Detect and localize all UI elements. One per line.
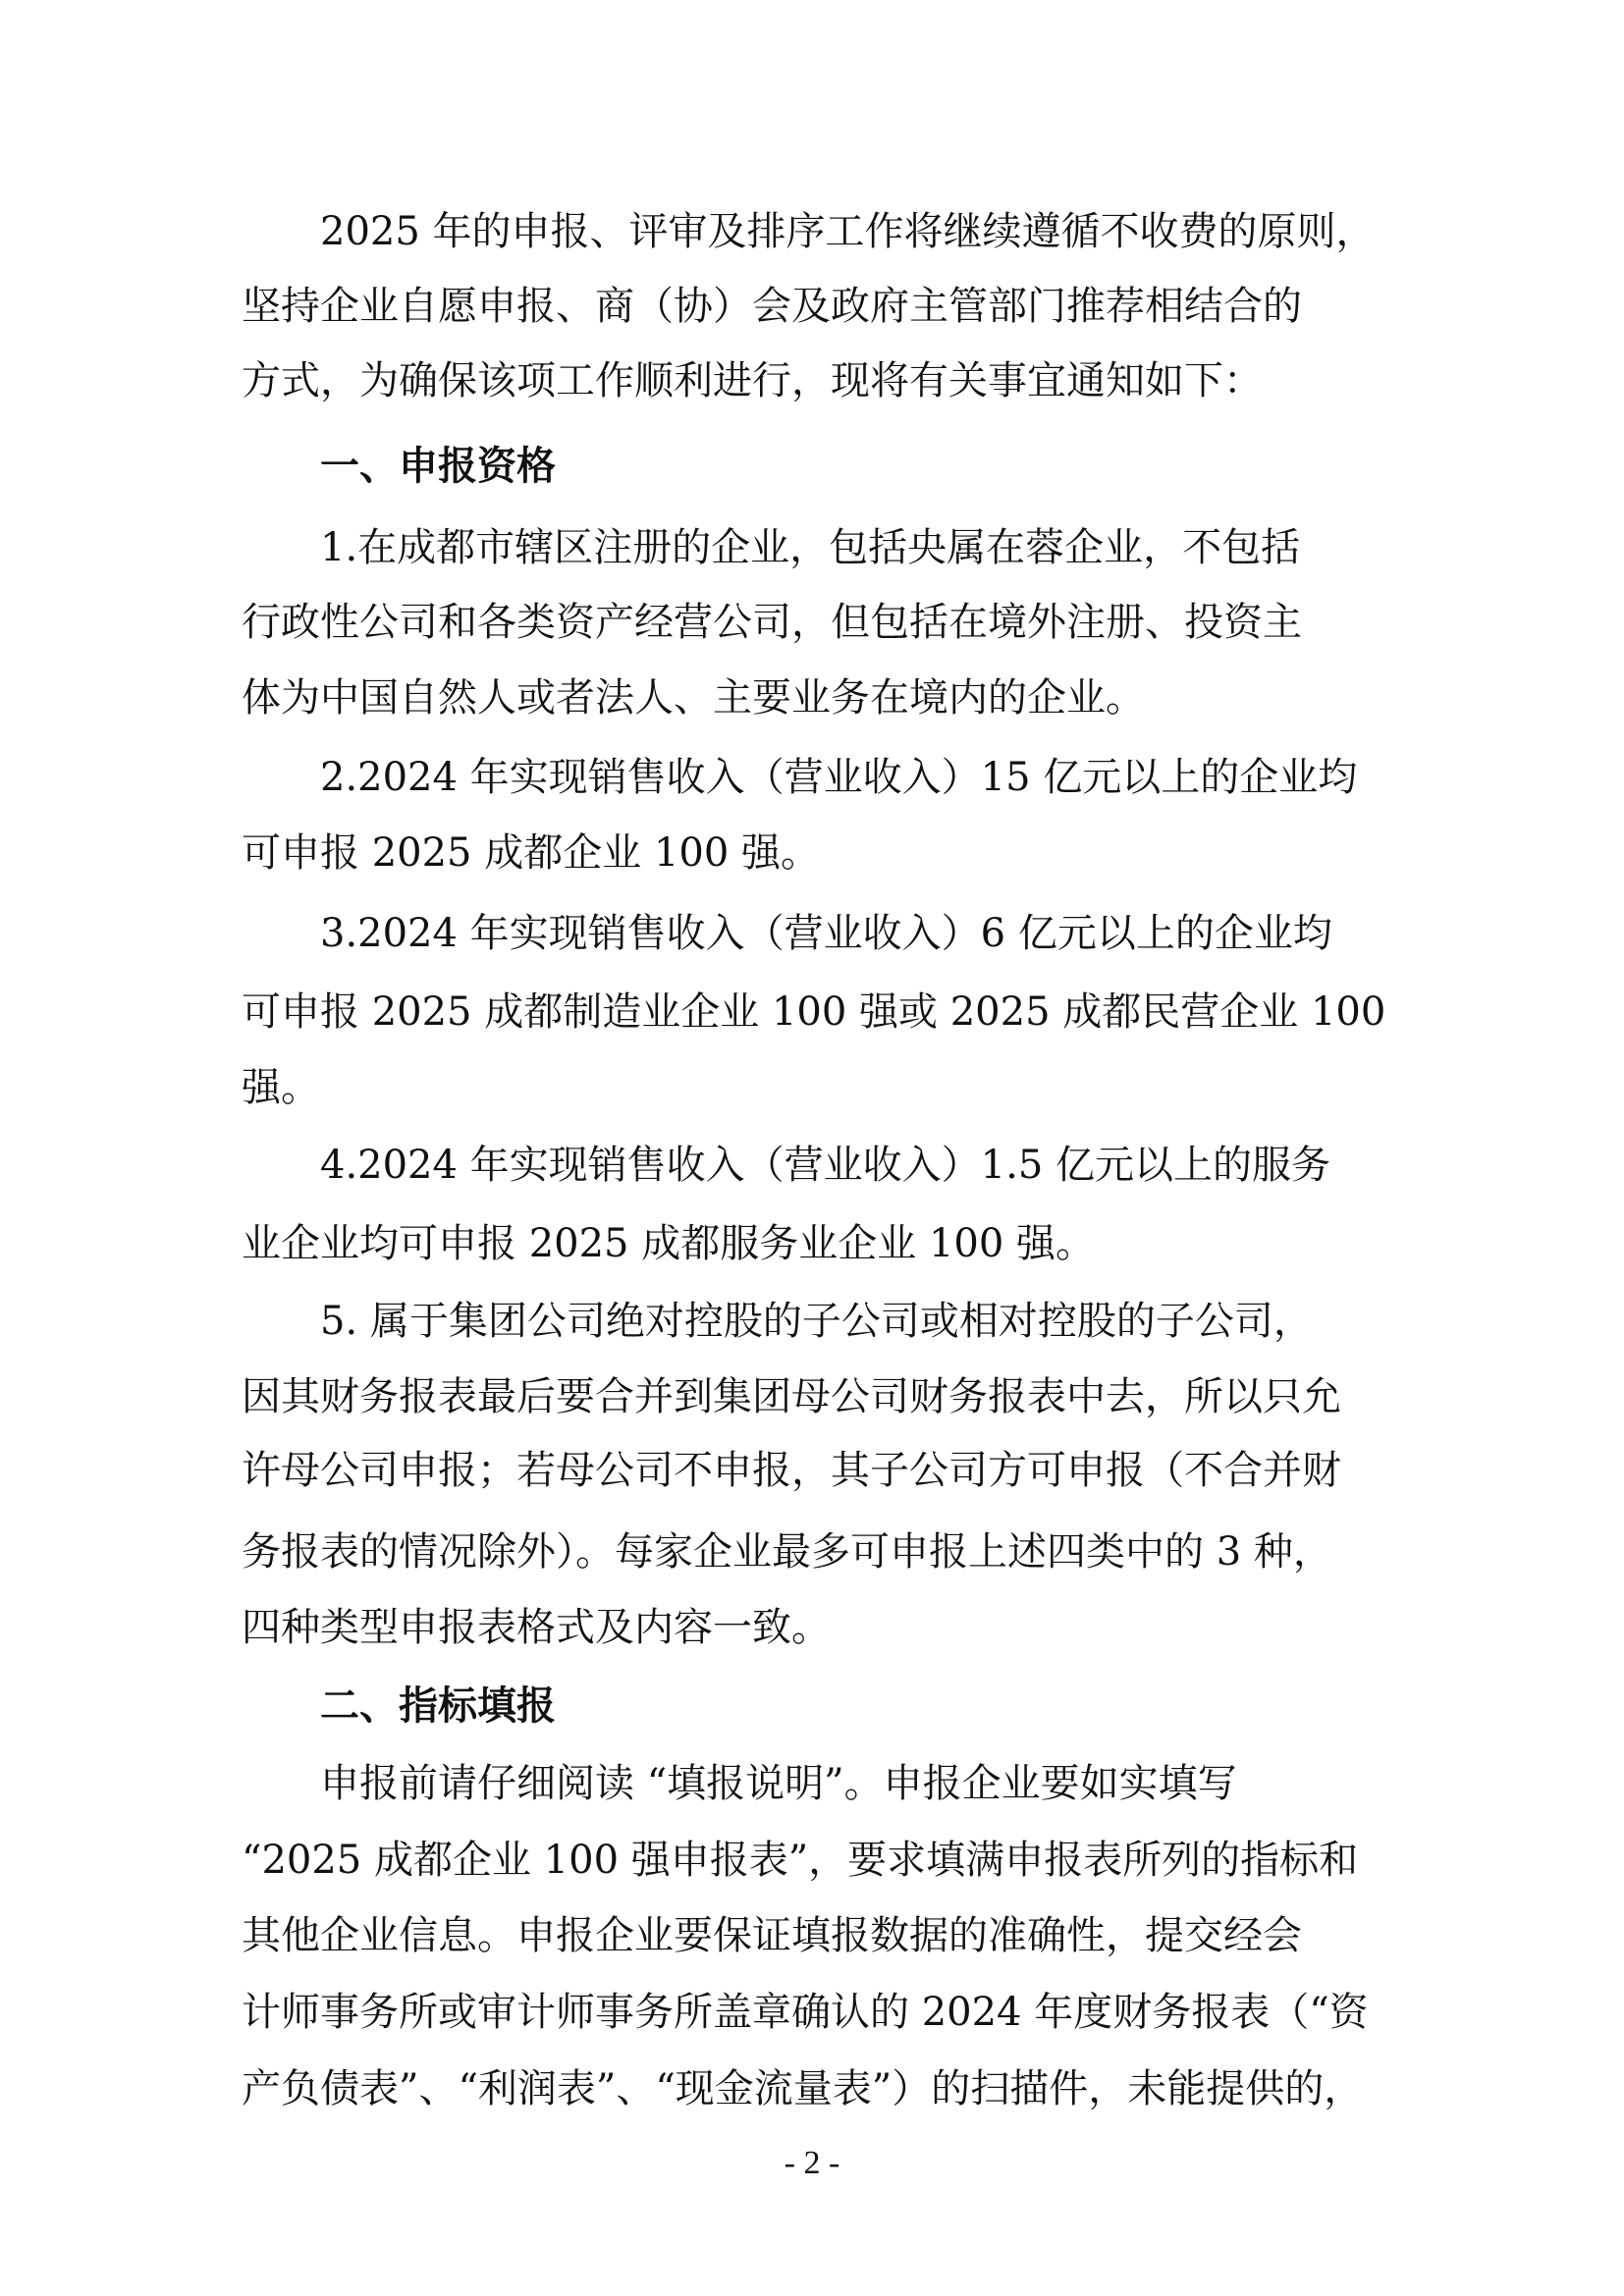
body-text-line: 1.在成都市辖区注册的企业，包括央属在蓉企业，不包括 xyxy=(242,525,1301,570)
body-text-line: 3.2024 年实现销售收入（营业收入）6 亿元以上的企业均 xyxy=(242,911,1332,956)
body-text-line: 2025 年的申报、评审及排序工作将继续遵循不收费的原则， xyxy=(242,209,1376,254)
page-number: - 2 - xyxy=(784,2145,840,2181)
body-text-line: 可申报 2025 成都制造业企业 100 强或 2025 成都民营企业 100 xyxy=(242,989,1386,1035)
body-text-line: 计师事务所或审计师事务所盖章确认的 2024 年度财务报表（“资 xyxy=(242,1990,1369,2035)
body-text-line: 申报前请仔细阅读 “填报说明”。申报企业要如实填写 xyxy=(242,1761,1237,1806)
body-text-line: 4.2024 年实现销售收入（营业收入）1.5 亿元以上的服务 xyxy=(242,1143,1331,1188)
body-text-line: 产负债表”、“利润表”、“现金流量表”）的扫描件，未能提供的， xyxy=(242,2066,1364,2111)
section-heading-eligibility: 一、申报资格 xyxy=(242,444,556,489)
body-text-line: 因其财务报表最后要合并到集团母公司财务报表中去，所以只允 xyxy=(242,1374,1341,1419)
body-text-line: “2025 成都企业 100 强申报表”，要求填满申报表所列的指标和 xyxy=(242,1838,1359,1883)
body-text-line: 方式，为确保该项工作顺利进行，现将有关事宜通知如下： xyxy=(242,358,1263,403)
body-text-line: 务报表的情况除外）。每家企业最多可申报上述四类中的 3 种， xyxy=(242,1529,1332,1575)
body-text-line: 2.2024 年实现销售收入（营业收入）15 亿元以上的企业均 xyxy=(242,755,1358,800)
body-text-line: 行政性公司和各类资产经营公司，但包括在境外注册、投资主 xyxy=(242,600,1302,645)
body-text-line: 坚持企业自愿申报、商（协）会及政府主管部门推荐相结合的 xyxy=(242,284,1302,329)
body-text-line: 业企业均可申报 2025 成都服务业企业 100 强。 xyxy=(242,1221,1096,1266)
section-heading-indicators: 二、指标填报 xyxy=(242,1683,556,1729)
body-text-line: 四种类型申报表格式及内容一致。 xyxy=(242,1605,831,1650)
body-text-line: 体为中国自然人或者法人、主要业务在境内的企业。 xyxy=(242,675,1145,721)
body-text-line: 强。 xyxy=(242,1065,320,1110)
body-text-line: 许母公司申报；若母公司不申报，其子公司方可申报（不合并财 xyxy=(242,1448,1341,1493)
body-text-line: 可申报 2025 成都企业 100 强。 xyxy=(242,830,821,876)
body-text-line: 5. 属于集团公司绝对控股的子公司或相对控股的子公司， xyxy=(242,1299,1313,1344)
body-text-line: 其他企业信息。申报企业要保证填报数据的准确性，提交经会 xyxy=(242,1913,1302,1958)
